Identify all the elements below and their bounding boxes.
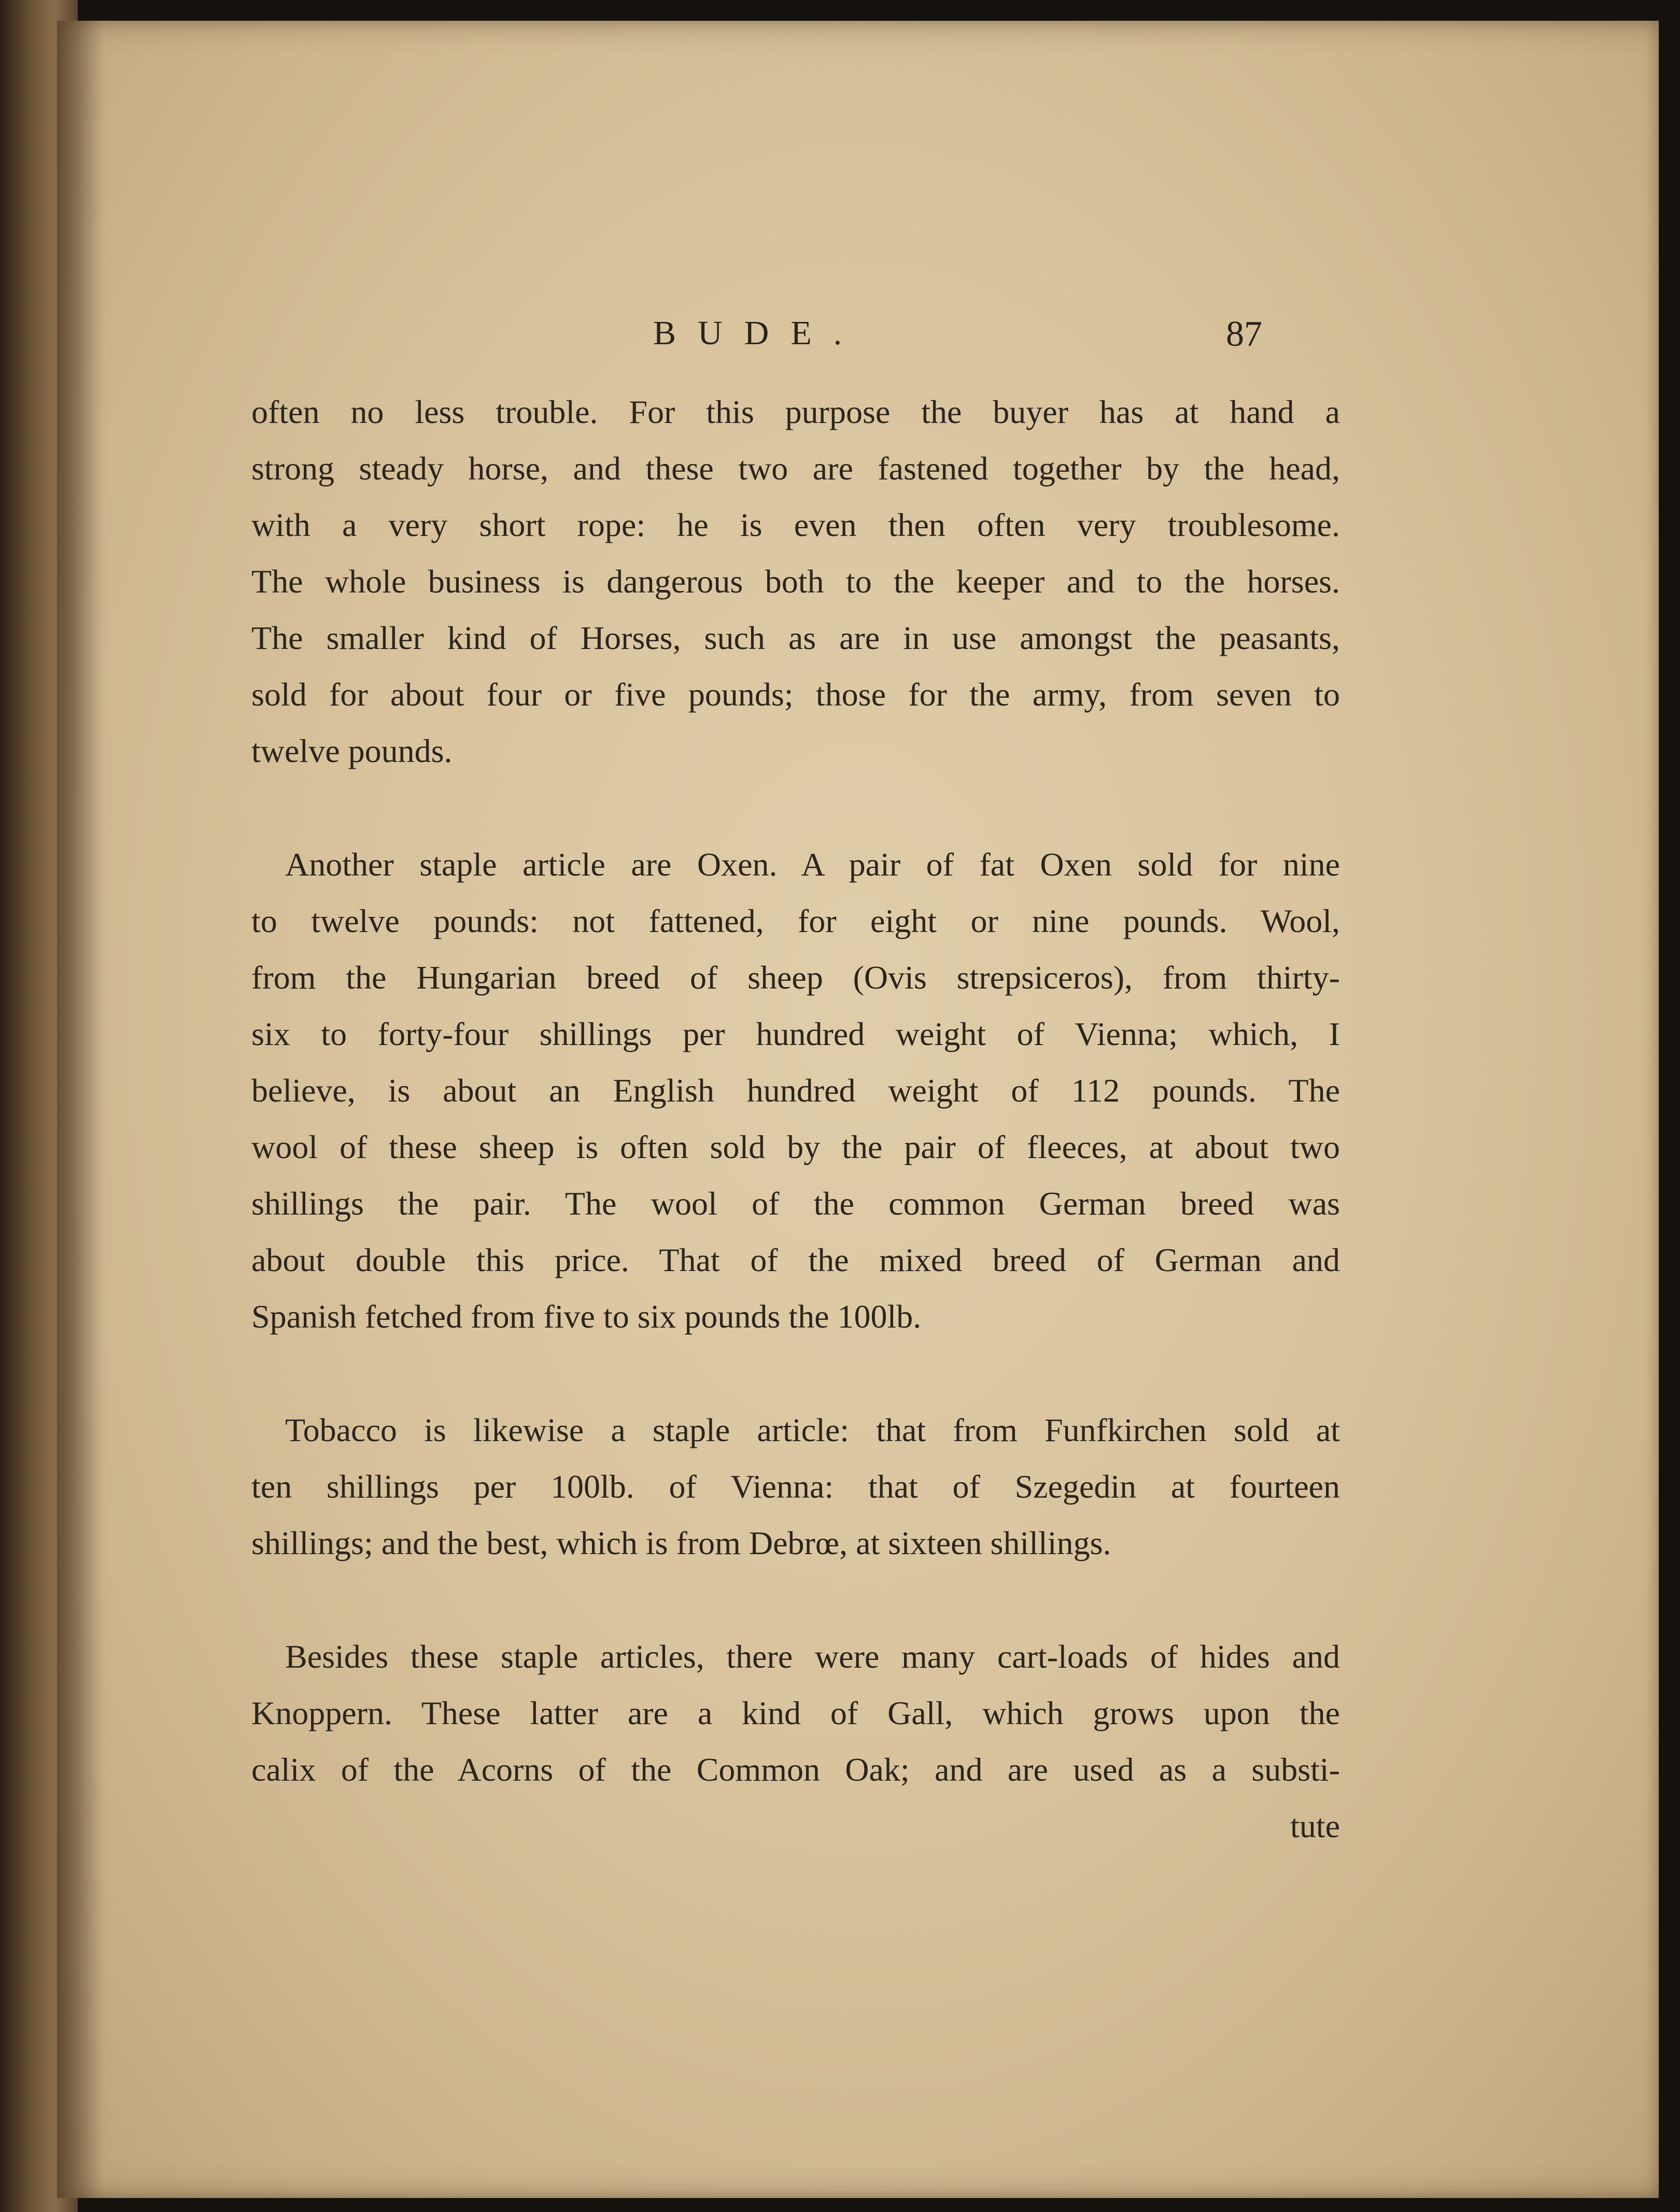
paragraph-gap: [251, 779, 1340, 836]
paragraph-gap: [251, 1571, 1340, 1628]
text-line: ten shillings per 100lb. of Vienna: that of Szegedin at fourteen: [251, 1468, 1340, 1505]
text-line: The smaller kind of Horses, such as are in use amongst the peasants,: [251, 619, 1340, 656]
text-line: believe, is about an English hundred weight of 112 pounds. The: [251, 1072, 1340, 1109]
text-line: Knoppern. These latter are a kind of Gall, which grows upon the: [251, 1695, 1340, 1731]
text-line: The whole business is dangerous both to the keeper and to the horses.: [251, 563, 1340, 600]
text-line: sold for about four or five pounds; those for the army, from seven to: [251, 676, 1340, 713]
text-line: with a very short rope: he is even then often very troublesome.: [251, 506, 1340, 543]
running-head: BUDE.: [653, 314, 864, 352]
text-line: Besides these staple articles, there were many cart-loads of hides and: [285, 1638, 1340, 1675]
paragraph-gap: [251, 1345, 1340, 1402]
text-line: from the Hungarian breed of sheep (Ovis strepsiceros), from thirty-: [251, 959, 1340, 996]
text-line: shillings the pair. The wool of the common German breed was: [251, 1185, 1340, 1222]
body-text: [251, 384, 1340, 1854]
page-header: [57, 314, 1659, 360]
text-line: shillings; and the best, which is from Debrœ, at sixteen shillings.: [251, 1525, 1111, 1561]
text-line: six to forty-four shillings per hundred weight of Vienna; which, I: [251, 1016, 1340, 1052]
text-line: Another staple article are Oxen. A pair of fat Oxen sold for nine: [285, 846, 1340, 883]
paragraph-horses: [251, 384, 1340, 779]
page-number: 87: [1226, 314, 1262, 354]
catchword: tute: [1290, 1808, 1340, 1844]
text-line: about double this price. That of the mixed breed of German and: [251, 1242, 1340, 1278]
text-line: Tobacco is likewise a staple article: that from Funfkirchen sold at: [285, 1412, 1340, 1448]
paragraph-knoppern: [251, 1628, 1340, 1798]
text-line: wool of these sheep is often sold by the pair of fleeces, at about two: [251, 1129, 1340, 1165]
text-line: Spanish fetched from five to six pounds the 100lb.: [251, 1298, 922, 1335]
text-line: twelve pounds.: [251, 732, 453, 769]
paragraph-tobacco: [251, 1402, 1340, 1571]
text-line: calix of the Acorns of the Common Oak; and are used as a substi-: [251, 1751, 1340, 1788]
text-line: to twelve pounds: not fattened, for eight or nine pounds. Wool,: [251, 903, 1340, 939]
text-line: often no less trouble. For this purpose the buyer has at hand a: [251, 393, 1340, 430]
text-line: strong steady horse, and these two are fastened together by the head,: [251, 450, 1340, 487]
page-sheet: [57, 21, 1659, 2198]
paragraph-oxen-wool: [251, 836, 1340, 1345]
